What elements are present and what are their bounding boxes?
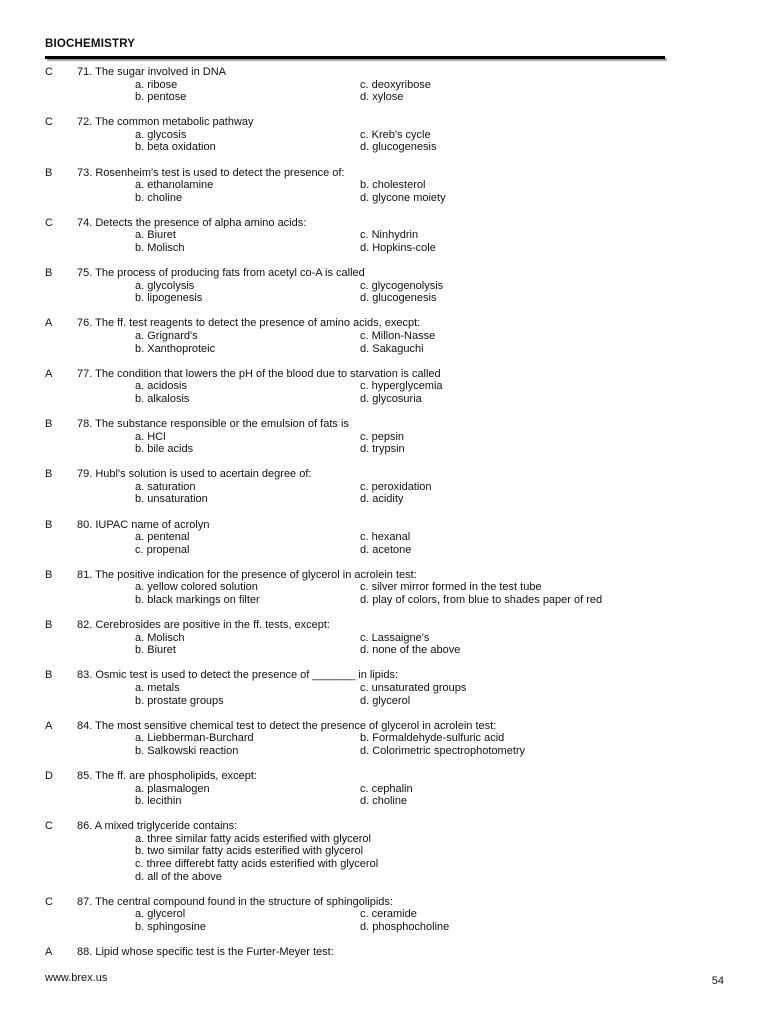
- question-stem: 72. The common metabolic pathway: [77, 116, 254, 129]
- question-stem: 79. Hubl's solution is used to acertain degree of:: [77, 468, 312, 481]
- choice-option: a. Liebberman-Burchard: [135, 732, 254, 745]
- choice-option: c. Kreb's cycle: [360, 128, 431, 141]
- choice-option: d. play of colors, from blue to shades paper of red: [360, 594, 603, 606]
- choice-option: d. choline: [360, 795, 408, 808]
- choice-option: c. Lassaigne's: [360, 631, 430, 644]
- choice-option: b. black markings on filter: [135, 594, 260, 606]
- choice-option: c. cephalin: [360, 782, 413, 795]
- choice-row: [0, 431, 768, 444]
- choice-row: [0, 79, 768, 92]
- question-item: [0, 167, 768, 205]
- choice-option: d. Colorimetric spectrophotometry: [360, 744, 526, 757]
- choice-option: b. Formaldehyde-sulfuric acid: [360, 732, 505, 745]
- answer-key: C: [45, 820, 53, 833]
- choice-option: c. glycogenolysis: [360, 279, 444, 292]
- question-item: [0, 946, 768, 959]
- answer-key: B: [45, 267, 53, 280]
- choice-option: a. metals: [135, 681, 180, 694]
- question-stem: 71. The sugar involved in DNA: [77, 66, 226, 78]
- question-item: [0, 217, 768, 255]
- choice-option: c. deoxyribose: [360, 78, 431, 91]
- choice-option: a. yellow colored solution: [135, 581, 258, 594]
- answer-key: B: [45, 568, 53, 581]
- choice-row: [0, 783, 768, 796]
- choice-option: c. pepsin: [360, 430, 405, 443]
- question-item: [0, 267, 768, 305]
- choice-option: a. acidosis: [135, 380, 187, 393]
- choice-row: [0, 179, 768, 192]
- choice-option: d. glucogenesis: [360, 292, 437, 305]
- choice-row: [0, 393, 768, 406]
- choice-option: a. Grignard's: [135, 330, 198, 342]
- choice-option: b. Xanthoproteic: [135, 342, 216, 355]
- page-header-title: BIOCHEMISTRY: [45, 38, 136, 50]
- choice-option: b. lipogenesis: [135, 292, 203, 305]
- choice-option: b. Molisch: [135, 242, 185, 255]
- choice-row: [0, 795, 768, 808]
- choice-option: a. pentenal: [135, 531, 190, 544]
- choice-row: [0, 192, 768, 205]
- header-rule: [45, 56, 665, 59]
- choice-row: [0, 695, 768, 708]
- choice-row: [0, 242, 768, 255]
- choice-option: b. pentose: [135, 91, 187, 104]
- choice-row: [0, 908, 768, 921]
- choice-row: [0, 732, 768, 745]
- question-item: [0, 720, 768, 758]
- choice-option: c. hyperglycemia: [360, 380, 443, 393]
- choice-row: [0, 632, 768, 645]
- answer-key: A: [45, 367, 53, 380]
- choice-option: b. beta oxidation: [135, 141, 216, 154]
- choice-row: [0, 481, 768, 494]
- question-stem: 78. The substance responsible or the emulsion of fats is: [77, 417, 349, 430]
- answer-key: C: [45, 216, 53, 229]
- choice-option: a. glycosis: [135, 128, 187, 141]
- choice-option: a. glycerol: [135, 908, 186, 921]
- choice-option: c. Ninhydrin: [360, 229, 419, 242]
- question-stem: 73. Rosenheim's test is used to detect the presence of:: [77, 166, 345, 179]
- choice-row: [0, 594, 768, 607]
- question-stem: 80. IUPAC name of acrolyn: [77, 518, 210, 531]
- choice-row: [0, 531, 768, 544]
- choice-row: [0, 581, 768, 594]
- question-item: [0, 66, 768, 104]
- question-stem: 81. The positive indication for the presence of glycerol in acrolein test:: [77, 568, 417, 581]
- choice-option: c. propenal: [135, 543, 190, 556]
- question-stem: 77. The condition that lowers the pH of the blood due to starvation is called: [77, 367, 441, 380]
- choice-option: b. choline: [135, 191, 183, 204]
- choice-option: b. lecithin: [135, 795, 182, 808]
- choice-option: d. xylose: [360, 91, 404, 104]
- answer-key: D: [45, 769, 53, 782]
- answer-key: A: [45, 317, 53, 330]
- choice-row: [0, 330, 768, 343]
- choice-option: d. glycerol: [360, 694, 411, 707]
- choice-option: c. peroxidation: [360, 480, 432, 493]
- question-stem: 82. Cerebrosides are positive in the ff. tests, except:: [77, 619, 330, 632]
- choice-row: [0, 292, 768, 305]
- choice-option: d. acidity: [360, 493, 404, 506]
- question-stem: 87. The central compound found in the structure of sphingolipids:: [77, 895, 393, 908]
- choice-option: c. hexanal: [360, 531, 411, 544]
- choice-option: b. alkalosis: [135, 392, 190, 405]
- choice-option: d. glycosuria: [360, 392, 422, 405]
- choice-row: [0, 544, 768, 557]
- choice-option: b. two similar fatty acids esterified with glycerol: [135, 845, 364, 858]
- answer-key: B: [45, 417, 53, 430]
- answer-key: C: [45, 895, 53, 908]
- question-item: [0, 418, 768, 456]
- choice-row: [0, 921, 768, 934]
- choice-row: [0, 644, 768, 657]
- choice-row: [0, 682, 768, 695]
- choice-option: d. trypsin: [360, 443, 405, 456]
- choice-option: a. glycolysis: [135, 279, 195, 292]
- choice-option: d. phosphocholine: [360, 920, 450, 933]
- answer-key: B: [45, 468, 53, 481]
- choice-row: [0, 229, 768, 242]
- choice-row: [0, 141, 768, 154]
- choice-option: a. ethanolamine: [135, 179, 214, 192]
- question-stem: 83. Osmic test is used to detect the presence of _______ in lipids:: [77, 669, 399, 682]
- choice-option: d. none of the above: [360, 644, 461, 657]
- choice-option: c. Millon-Nasse: [360, 330, 436, 342]
- choice-row: [0, 745, 768, 758]
- answer-key: B: [45, 518, 53, 531]
- choice-option: c. unsaturated groups: [360, 681, 467, 694]
- choice-row: [0, 91, 768, 104]
- question-item: [0, 368, 768, 406]
- answer-key: B: [45, 166, 53, 179]
- question-stem: 75. The process of producing fats from acetyl co-A is called: [77, 267, 365, 280]
- question-item: [0, 519, 768, 557]
- choice-row: [0, 280, 768, 293]
- question-item: [0, 569, 768, 607]
- answer-key: C: [45, 116, 53, 129]
- question-item: [0, 116, 768, 154]
- question-item: [0, 770, 768, 808]
- question-stem: 88. Lipid whose specific test is the Furter-Meyer test:: [77, 945, 334, 958]
- question-item: [0, 820, 768, 883]
- question-item: [0, 317, 768, 355]
- choice-row: [0, 443, 768, 456]
- question-stem: 84. The most sensitive chemical test to detect the presence of glycerol in acrolein test:: [77, 719, 497, 732]
- choice-option: b. prostate groups: [135, 694, 224, 707]
- question-item: [0, 669, 768, 707]
- question-stem: 85. The ff. are phospholipids, except:: [77, 769, 257, 782]
- answer-key: B: [45, 619, 53, 632]
- page-number: 54: [711, 975, 724, 987]
- choice-option: b. cholesterol: [360, 179, 426, 192]
- choice-option: d. all of the above: [135, 870, 222, 883]
- choice-row: [0, 129, 768, 142]
- choice-option: d. glycone moiety: [360, 191, 446, 204]
- choice-option: a. Molisch: [135, 631, 185, 644]
- question-stem: 86. A mixed triglyceride contains:: [77, 820, 238, 833]
- choice-row: [0, 493, 768, 506]
- choice-option: b. Salkowski reaction: [135, 744, 239, 757]
- choice-option: d. Hopkins-cole: [360, 242, 436, 255]
- choice-row: [0, 343, 768, 356]
- question-item: [0, 619, 768, 657]
- choice-option: b. Biuret: [135, 644, 176, 657]
- footer-url: www.brex.us: [45, 972, 108, 984]
- choice-option: a. three similar fatty acids esterified with glycerol: [135, 832, 371, 845]
- choice-row: [0, 380, 768, 393]
- choice-option: a. plasmalogen: [135, 782, 210, 795]
- choice-option: d. Sakaguchi: [360, 342, 424, 355]
- answer-key: C: [45, 66, 53, 78]
- choice-option: c. silver mirror formed in the test tube: [360, 581, 542, 594]
- question-list: [0, 66, 768, 971]
- question-stem: 74. Detects the presence of alpha amino acids:: [77, 216, 307, 229]
- choice-option: a. Biuret: [135, 229, 176, 242]
- choice-option: b. unsaturation: [135, 493, 208, 506]
- choice-option: a. ribose: [135, 78, 178, 91]
- question-item: [0, 896, 768, 934]
- choice-option: d. acetone: [360, 543, 412, 556]
- answer-key: B: [45, 669, 53, 682]
- choice-option: d. glucogenesis: [360, 141, 437, 154]
- question-item: [0, 468, 768, 506]
- question-stem: 76. The ff. test reagents to detect the presence of amino acids, execpt:: [77, 317, 421, 330]
- answer-key: A: [45, 945, 53, 958]
- answer-key: A: [45, 719, 53, 732]
- choice-option: b. bile acids: [135, 443, 194, 456]
- choice-option: c. ceramide: [360, 908, 417, 921]
- choice-option: a. saturation: [135, 480, 196, 493]
- choice-option: c. three differebt fatty acids esterified with glycerol: [135, 858, 379, 870]
- choice-option: a. HCl: [135, 430, 166, 443]
- choice-option: b. sphingosine: [135, 920, 206, 933]
